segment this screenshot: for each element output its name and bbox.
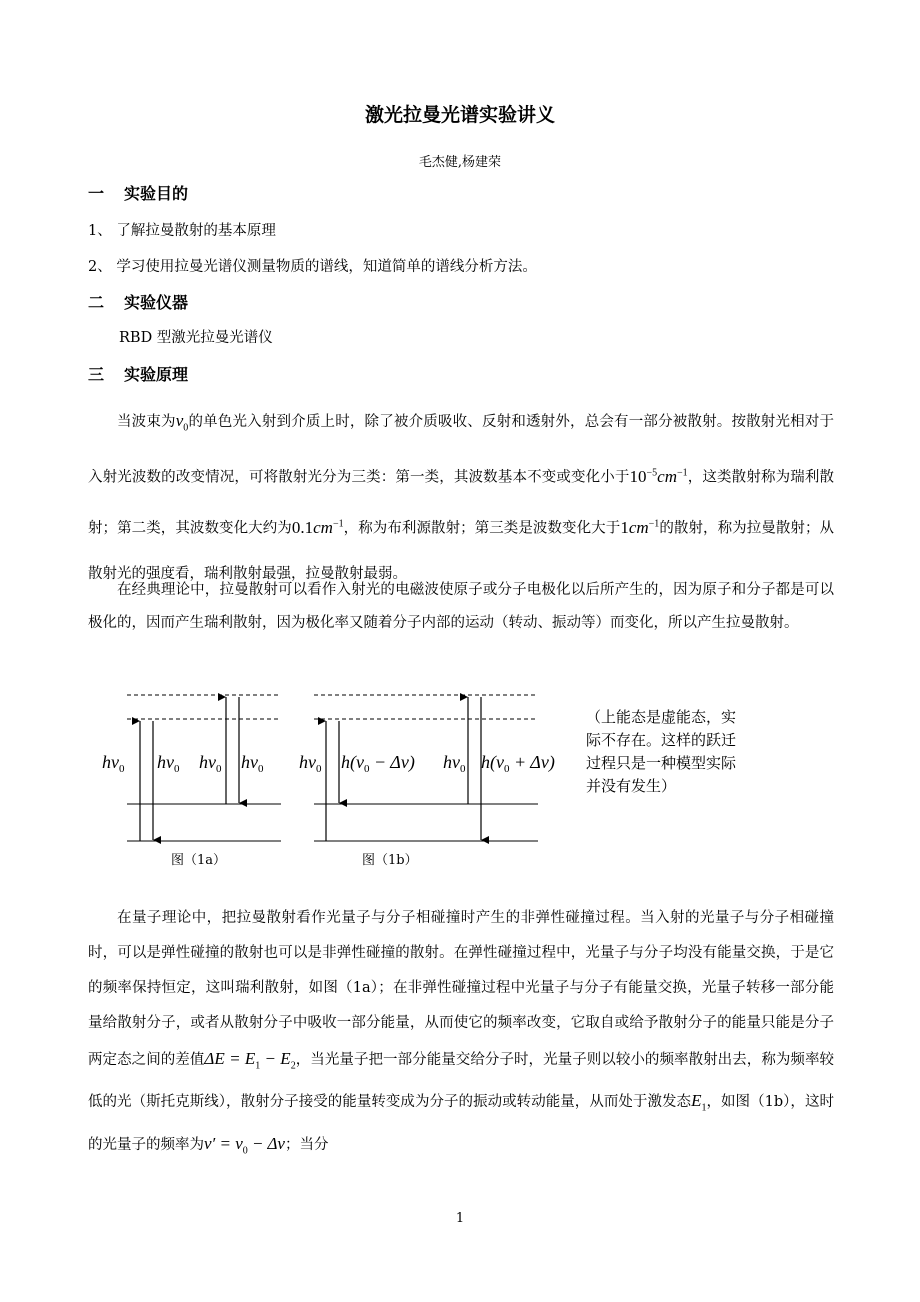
figure-caption-1b: 图（1b） bbox=[362, 853, 418, 868]
figure-note: （上能态是虚能态，实际不存在。这样的跃迁过程只是一种模型实际并没有发生） bbox=[586, 708, 737, 795]
objective-item: 1、 了解拉曼散射的基本原理 bbox=[88, 223, 276, 239]
math-wavenumber-3 bbox=[620, 518, 659, 537]
text-run: 在量子理论中，把拉曼散射看作光量子与分子相碰撞时产生的非弹性碰撞过程。当入射的光量子与分子相碰撞时，可以是弹性碰撞的散射也可以是非弹性碰撞的散射。在弹性碰撞过程中，光量子与分子均没有能量交换，于是它的频率保持恒定，这叫瑞利散射，如图（1a）；在非弹性碰撞过程中光量子与分子有能量交换，光量子转移一部分能量给散射分子，或者从散射分子中吸收一部分能量，从而使它的频率改变，它取自或给予散射分子的能量只能是分子两定态之间的差值 bbox=[88, 910, 834, 1068]
figure-1b bbox=[299, 695, 555, 841]
label-hnu0: $h\nu_0$ bbox=[199, 752, 222, 775]
math-text: 1 bbox=[620, 517, 629, 537]
text-run: ，称为布利源散射；第三类是波数变化大于 bbox=[343, 520, 621, 537]
label-h-nu0-minus-dnu: $h(\nu_0 - \Delta\nu)$ bbox=[341, 752, 415, 775]
math-nu0 bbox=[175, 411, 189, 434]
math-sup: −5 bbox=[646, 467, 658, 479]
section-heading-principle bbox=[88, 362, 188, 385]
math-text: ν bbox=[175, 411, 184, 430]
math-text: − Δν bbox=[247, 1133, 285, 1153]
figure-1a bbox=[102, 695, 281, 841]
math-wavenumber-1 bbox=[630, 467, 688, 486]
paragraph-scattering-types bbox=[88, 398, 834, 597]
section-number: 三 bbox=[88, 365, 105, 384]
label-hnu0: $h\nu_0$ bbox=[299, 752, 322, 775]
section-number: 一 bbox=[88, 184, 105, 203]
text-run: 的单色光入射到介质上时，除了被介质吸收、反射和透射外，总会有一部分被散射。按散射光相对于入射光波数的改变情况，可将散射光分为三类：第一类，其波数基本不变或变化小于 bbox=[88, 414, 835, 487]
math-text: cm bbox=[628, 517, 649, 537]
math-text: 10 bbox=[629, 467, 647, 487]
label-hnu0: $h\nu_0$ bbox=[241, 752, 264, 775]
math-sub: 0 bbox=[183, 422, 189, 434]
math-text: cm bbox=[657, 467, 677, 487]
authors: 毛杰健,杨建荣 bbox=[418, 155, 502, 170]
math-text: E bbox=[691, 1091, 702, 1111]
section-heading-objectives bbox=[88, 181, 188, 204]
paragraph-quantum-theory bbox=[88, 901, 834, 1168]
math-text: ν′ = ν bbox=[204, 1133, 243, 1153]
label-hnu0: $h\nu_0$ bbox=[102, 752, 125, 775]
math-sup: −1 bbox=[332, 518, 344, 530]
math-sub: 0 bbox=[242, 1145, 248, 1157]
math-sup: −1 bbox=[648, 518, 660, 530]
math-sub: 1 bbox=[255, 1060, 261, 1072]
document-title: 激光拉曼光谱实验讲义 bbox=[364, 104, 555, 126]
math-sup: −1 bbox=[677, 467, 688, 479]
section-title: 实验仪器 bbox=[124, 293, 189, 312]
text-run: ；当分 bbox=[284, 1136, 329, 1153]
text-run: ，这类散射称为瑞利散射；第二类，其波数变化大约为 bbox=[88, 470, 834, 537]
math-sub: 2 bbox=[290, 1060, 296, 1072]
section-title: 实验原理 bbox=[124, 365, 189, 384]
math-delta-e bbox=[204, 1049, 296, 1072]
text-run: 的散射，称为拉曼散射；从散射光的强度看，瑞利散射最强，拉曼散射最弱。 bbox=[88, 520, 835, 582]
math-wavenumber-2 bbox=[292, 518, 344, 537]
label-h-nu0-plus-dnu: $h(\nu_0 + \Delta\nu)$ bbox=[481, 752, 555, 775]
text-run: ，当光量子把一部分能量交给分子时，光量子则以较小的频率散射出去，称为频率较低的光（斯托克斯线），散射分子接受的能量转变成为分子的振动或转动能量，从而处于激发态 bbox=[88, 1052, 835, 1111]
figure-caption-1a: 图（1a） bbox=[171, 853, 227, 868]
math-text: 0.1 bbox=[291, 517, 314, 537]
energy-level-figure bbox=[0, 680, 920, 860]
instrument-name: RBD 型激光拉曼光谱仪 bbox=[119, 330, 273, 346]
math-sub: 1 bbox=[701, 1102, 707, 1114]
label-hnu0: $h\nu_0$ bbox=[443, 752, 466, 775]
objective-item: 2、 学习使用拉曼光谱仪测量物质的谱线，知道简单的谱线分析方法。 bbox=[88, 259, 537, 275]
math-nu-prime bbox=[204, 1133, 285, 1157]
label-hnu0: $h\nu_0$ bbox=[157, 752, 180, 775]
paragraph-classical-theory: 在经典理论中，拉曼散射可以看作入射光的电磁波使原子或分子电极化以后所产生的，因为原子和分子都是可以极化的，因而产生瑞利散射，因为极化率又随着分子内部的运动（转动、振动等）而变化，所以产生拉曼散射。 bbox=[88, 582, 834, 631]
math-text: − E bbox=[260, 1049, 291, 1068]
text-run: 当波束为 bbox=[117, 414, 176, 430]
section-heading-instruments bbox=[88, 290, 188, 313]
section-title: 实验目的 bbox=[124, 184, 189, 203]
text-run: ，如图（1b），这时的光量子的频率为 bbox=[88, 1094, 834, 1153]
math-text: cm bbox=[313, 517, 333, 537]
math-e1 bbox=[691, 1091, 707, 1114]
section-number: 二 bbox=[88, 293, 105, 312]
math-text: ΔE = E bbox=[204, 1049, 256, 1068]
page-number: 1 bbox=[455, 1211, 465, 1226]
